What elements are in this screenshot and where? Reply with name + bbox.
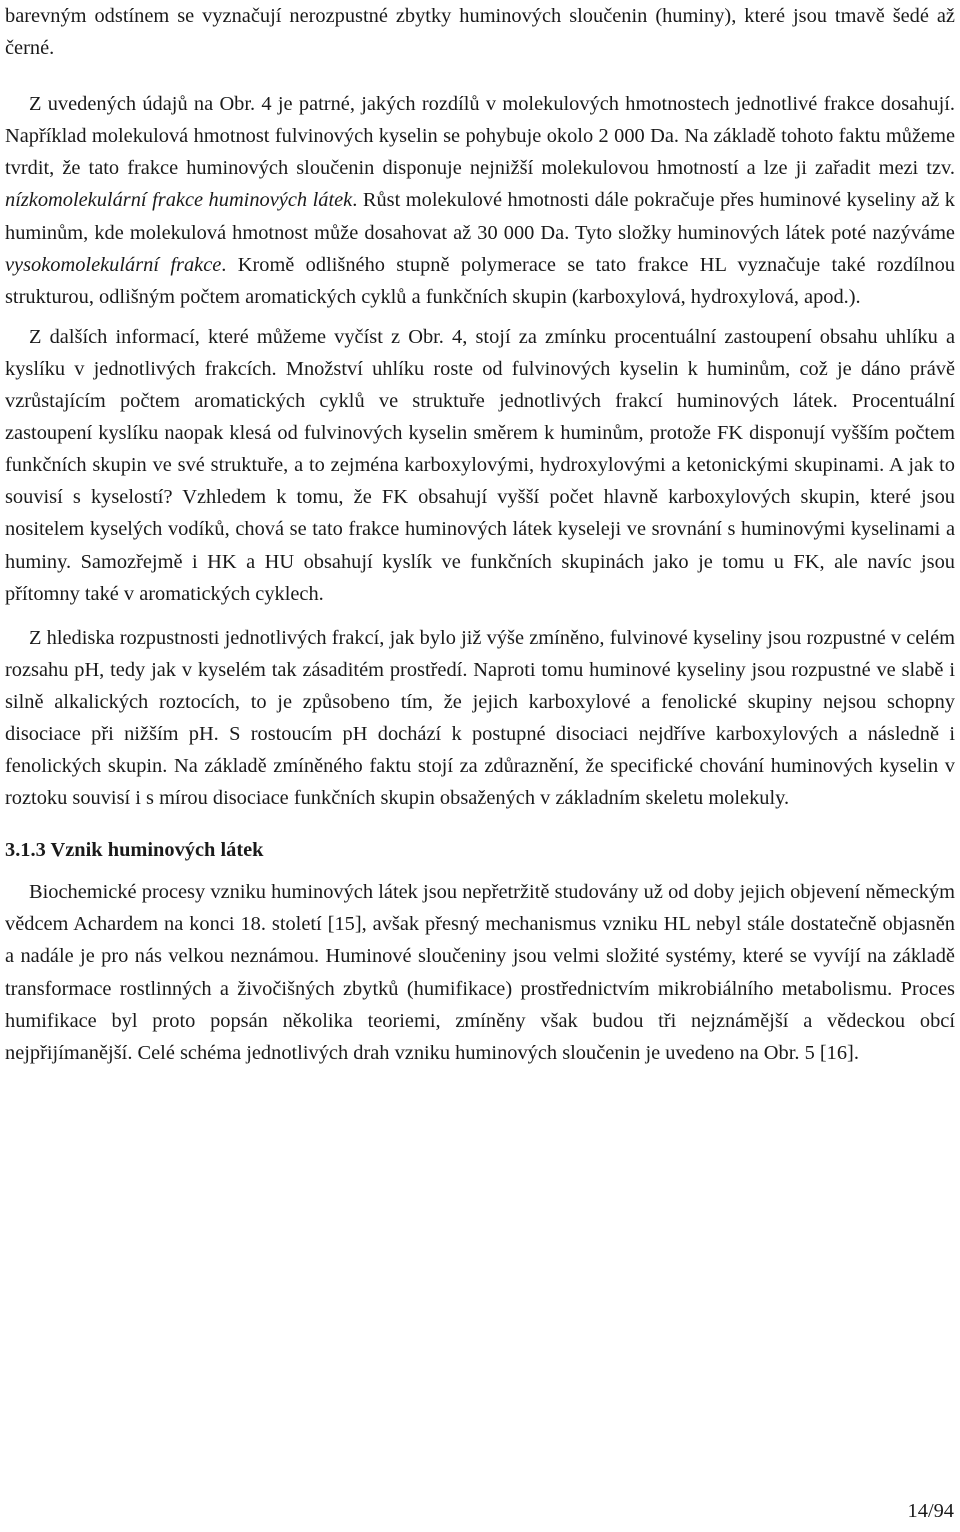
text-run: . Růst molekulové hmotnosti dále pokračuje přes huminové kyseliny až k huminům, kde molekulová hmotnost může dosahovat až 30 000 Da. Tyto složky huminových látek poté nazýváme (5, 189, 956, 244)
paragraph-molecular-weight (5, 88, 955, 313)
section-heading: 3.1.3 Vznik huminových látek (5, 839, 264, 862)
italic-term-high-molecular: vysokomolekulární frakce (5, 253, 222, 276)
page-number: 14/94 (907, 1500, 954, 1522)
text-run: . Kromě odlišného stupně polymerace se tato frakce HL vyznačuje také rozdílnou strukturou, odlišným počtem aromatických cyklů a funkčních skupin (karboxylová, hydroxylová, apod.). (5, 253, 955, 308)
section-heading-wrap (5, 834, 955, 866)
paragraph-carbon-oxygen: Z dalších informací, které můžeme vyčíst z Obr. 4, stojí za zmínku procentuální zastoupení obsahu uhlíku a kyslíku v jednotlivých frakcích. Množství uhlíku roste od fulvinových kyselin k huminům, což je dáno právě vzrůstajícím počtem aromatických cyklů ve struktuře jednotlivých frakcí huminových látek. Procentuální zastoupení kyslíku naopak klesá od fulvinových kyselin směrem k huminům, protože FK disponují vyšším počtem funkčních skupin ve své struktuře, a to zejména karboxylovými, hydroxylovými a ketonickými skupinami. A jak to souvisí s kyselostí? Vzhledem k tomu, že FK obsahují vyšší počet hlavně karboxylových skupin, které jsou nositelem kyselých vodíků, chová se tato frakce huminových látek kyseleji ve srovnání s huminovými kyselinami a huminy. Samozřejmě i HK a HU obsahují kyslík ve funkčních skupinách jako je tomu u FK, ale navíc jsou přítomny také v aromatických cyklech. (5, 325, 955, 605)
paragraph-continued: barevným odstínem se vyznačují nerozpustné zbytky huminových sloučenin (huminy), které jsou tmavě šedé až černé. (5, 5, 955, 60)
paragraph-formation: Biochemické procesy vzniku huminových látek jsou nepřetržitě studovány už od doby jejich objevení německým vědcem Achardem na konci 18. století [15], avšak přesný mechanismus vzniku HL nebyl stále dostatečně objasněn a nadále je pro nás velkou neznámou. Huminové sloučeniny jsou velmi složité systémy, které se vyvíjí na základě transformace rostlinných a živočišných zbytků (humifikace) prostřednictvím mikrobiálního metabolismu. Proces humifikace byl proto popsán několika teoriemi, zmíněny však budou tři nejznámější a vědeckou obcí nejpřijímanější. Celé schéma jednotlivých drah vzniku huminových sloučenin je uvedeno na Obr. 5 [16]. (5, 881, 955, 1064)
italic-term-low-molecular: nízkomolekulární frakce huminových látek (5, 189, 353, 212)
paragraph-solubility: Z hlediska rozpustnosti jednotlivých frakcí, jak bylo již výše zmíněno, fulvinové kyseliny jsou rozpustné v celém rozsahu pH, tedy jak v kyselém tak zásaditém prostředí. Naproti tomu huminové kyseliny jsou rozpustné ve slabě i silně alkalických roztocích, to je způsobeno tím, že jejich karboxylové a fenolické skupiny nejsou schopny disociace při nižším pH. S rostoucím pH dochází k postupné disociaci nejdříve karboxylových a následně i fenolických skupin. Na základě zmíněného faktu stojí za zdůraznění, že specifické chování huminových kyselin v roztoku souvisí i s mírou disociace funkčních skupin obsažených v základním skeletu molekuly. (5, 626, 955, 810)
document-page (5, 0, 955, 1069)
text-run: Z uvedených údajů na Obr. 4 je patrné, jakých rozdílů v molekulových hmotnostech jednotlivé frakce dosahují. Například molekulová hmotnost fulvinových kyselin se pohybuje okolo 2 000 Da. Na základě tohoto faktu můžeme tvrdit, že tato frakce huminových sloučenin disponuje nejnižší molekulovou hmotností a lze ji zařadit mezi tzv. (5, 93, 955, 180)
